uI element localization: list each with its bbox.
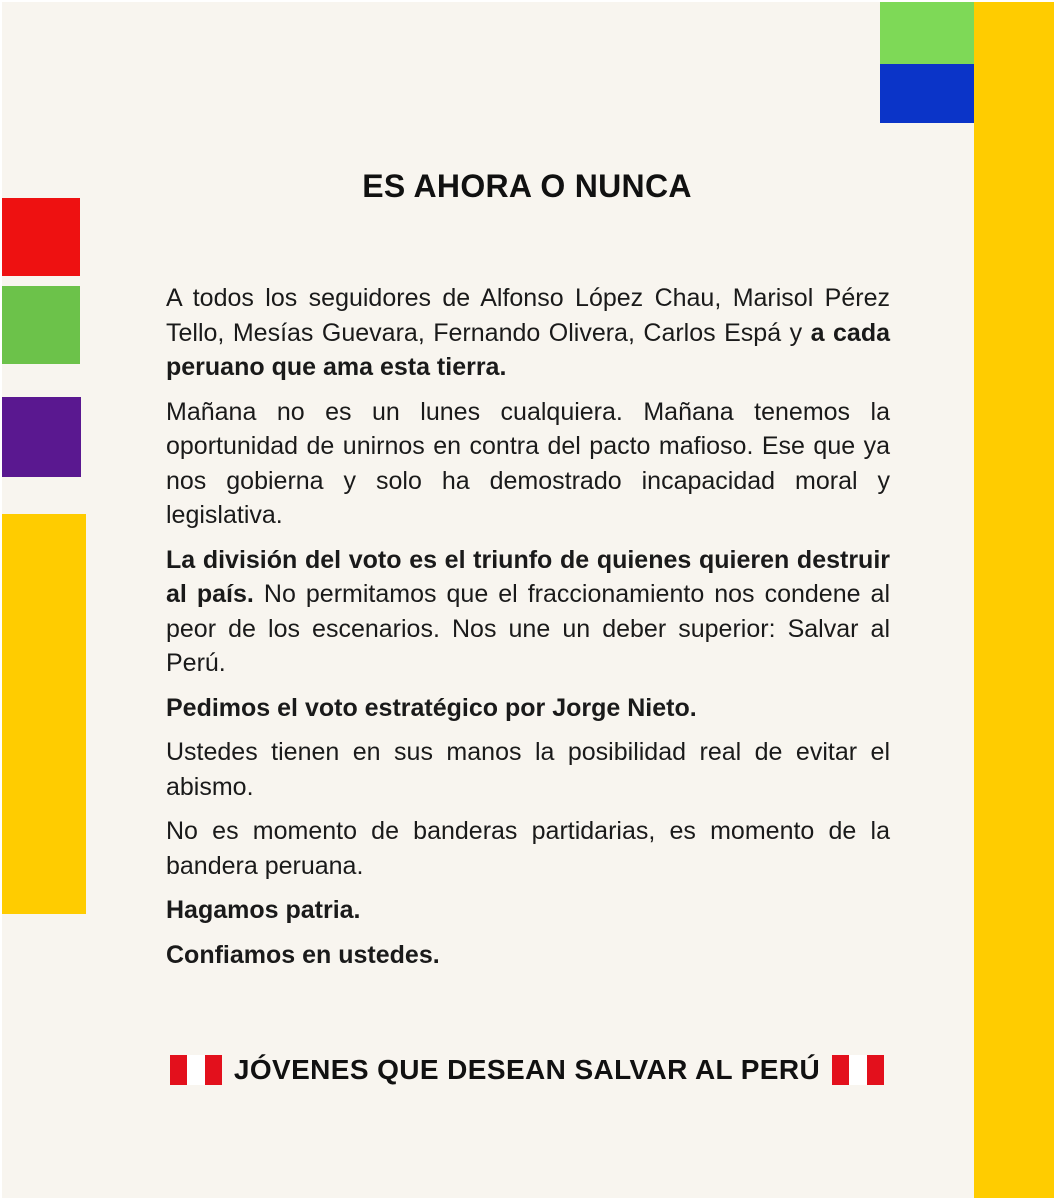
paragraph-7-bold: Hagamos patria. bbox=[166, 896, 361, 924]
paragraph-6: No es momento de banderas partidarias, es momento de la bandera peruana. bbox=[166, 817, 890, 880]
blue-block bbox=[880, 64, 975, 123]
peru-flag-right-icon bbox=[832, 1055, 884, 1085]
footer-signature bbox=[0, 1052, 1054, 1088]
paragraph-3-text: No permitamos que el fraccionamiento nos condene al peor de los escenarios. Nos une un deber superior: Salvar al Perú. bbox=[166, 580, 891, 677]
letter-body bbox=[166, 281, 890, 982]
paragraph-7 bbox=[166, 893, 890, 928]
paragraph-1-text: A todos los seguidores de Alfonso López Chau, Marisol Pérez Tello, Mesías Guevara, Fernando Olivera, Carlos Espá y bbox=[166, 284, 890, 347]
peru-flag-left-icon bbox=[170, 1055, 222, 1085]
paragraph-8-bold: Confiamos en ustedes. bbox=[166, 940, 440, 969]
green-block bbox=[2, 286, 80, 364]
paragraph-2: Mañana no es un lunes cualquiera. Mañana tenemos la oportunidad de unirnos en contra del pacto mafioso. Ese que ya nos gobierna y solo ha demostrado incapacidad moral y legislativa. bbox=[166, 397, 890, 529]
paragraph-8 bbox=[166, 938, 890, 973]
paragraph-1 bbox=[166, 281, 890, 385]
paragraph-5: Ustedes tienen en sus manos la posibilidad real de evitar el abismo. bbox=[166, 738, 890, 801]
page-title: ES AHORA O NUNCA bbox=[362, 168, 692, 204]
footer-text: JÓVENES QUE DESEAN SALVAR AL PERÚ bbox=[233, 1054, 821, 1085]
paragraph-4-bold: Pedimos el voto estratégico por Jorge Nieto. bbox=[166, 693, 697, 722]
paragraph-3 bbox=[166, 543, 890, 681]
purple-block bbox=[2, 397, 81, 477]
paragraph-1-bold: a cada peruano que ama esta tierra. bbox=[166, 318, 890, 381]
green-top-block bbox=[880, 2, 975, 64]
paragraph-3-bold: La división del voto es el triunfo de quienes quieren destruir al país. bbox=[166, 545, 890, 608]
paragraph-4 bbox=[166, 691, 890, 726]
red-block bbox=[2, 198, 80, 276]
yellow-left-bar bbox=[2, 514, 86, 914]
